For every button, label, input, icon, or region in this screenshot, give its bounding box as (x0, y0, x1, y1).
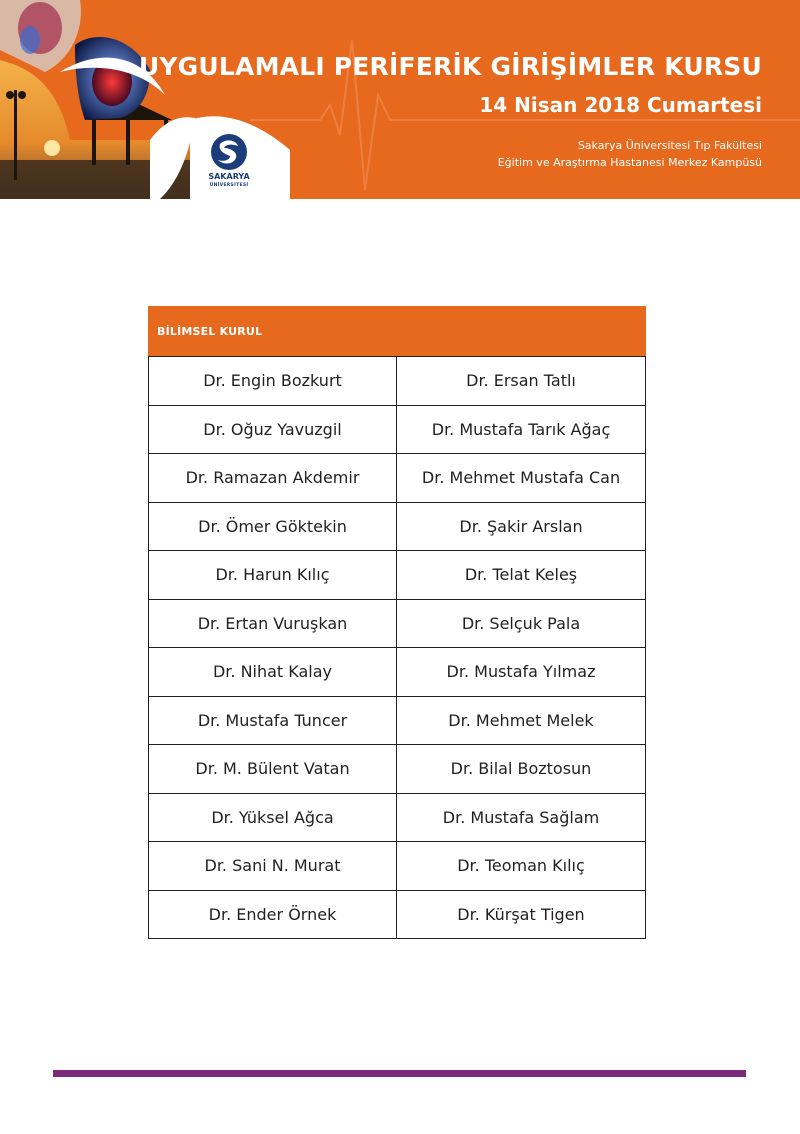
logo-subtitle: ÜNİVERSİTESİ (209, 183, 249, 188)
member-cell: Dr. Mustafa Tarık Ağaç (397, 405, 646, 454)
member-cell: Dr. Oğuz Yavuzgil (149, 405, 397, 454)
committee-grid (148, 356, 646, 939)
header-banner (0, 0, 800, 199)
footer-divider (53, 1070, 746, 1077)
member-cell: Dr. Mehmet Mustafa Can (397, 453, 646, 502)
member-cell: Dr. Ertan Vuruşkan (149, 599, 397, 648)
member-cell: Dr. Mehmet Melek (397, 696, 646, 745)
course-date: 14 Nisan 2018 Cumartesi (479, 93, 762, 117)
member-cell: Dr. Şakir Arslan (397, 502, 646, 551)
venue-line-2: Eğitim ve Araştırma Hastanesi Merkez Kampüsü (497, 156, 762, 169)
member-cell: Dr. Bilal Boztosun (397, 744, 646, 793)
member-cell: Dr. Nihat Kalay (149, 647, 397, 696)
lamp-post-icon (14, 90, 17, 180)
logo-name: SAKARYA (208, 172, 250, 181)
member-cell: Dr. Ersan Tatlı (397, 356, 646, 405)
member-cell: Dr. Sani N. Murat (149, 841, 397, 890)
member-cell: Dr. Mustafa Tuncer (149, 696, 397, 745)
member-cell: Dr. Ömer Göktekin (149, 502, 397, 551)
venue-line-1: Sakarya Üniversitesi Tıp Fakültesi (577, 139, 762, 152)
member-cell: Dr. Mustafa Yılmaz (397, 647, 646, 696)
member-cell: Dr. Telat Keleş (397, 550, 646, 599)
sun-icon (44, 140, 60, 156)
logo-text (195, 172, 263, 190)
member-cell: Dr. Kürşat Tigen (397, 890, 646, 939)
course-title: UYGULAMALI PERİFERİK GİRİŞİMLER KURSU (138, 52, 762, 81)
scientific-committee-table (148, 306, 646, 939)
member-cell: Dr. Engin Bozkurt (149, 356, 397, 405)
member-cell: Dr. Harun Kılıç (149, 550, 397, 599)
member-cell: Dr. Selçuk Pala (397, 599, 646, 648)
member-cell: Dr. Yüksel Ağca (149, 793, 397, 842)
member-cell: Dr. Mustafa Sağlam (397, 793, 646, 842)
member-cell: Dr. Teoman Kılıç (397, 841, 646, 890)
member-cell: Dr. Ender Örnek (149, 890, 397, 939)
member-cell: Dr. Ramazan Akdemir (149, 453, 397, 502)
committee-header (148, 306, 646, 356)
committee-title: BİLİMSEL KURUL (157, 325, 263, 338)
member-cell: Dr. M. Bülent Vatan (149, 744, 397, 793)
